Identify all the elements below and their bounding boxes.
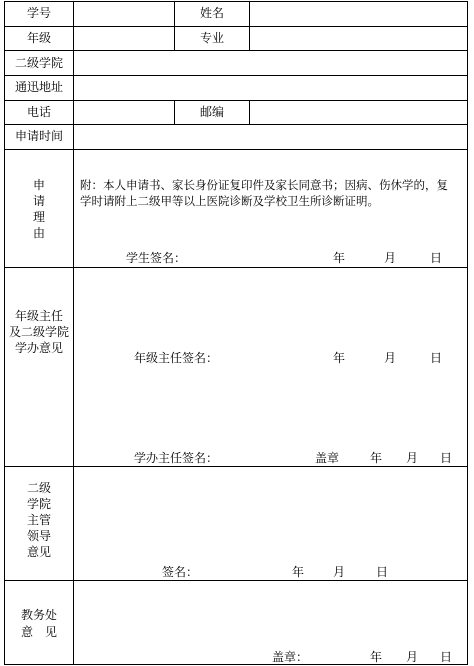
apply-time-label: 申请时间 — [14, 129, 63, 143]
grade-director-sign-label: 年级主任签名： — [134, 351, 219, 365]
leader-label-3: 主管 — [26, 513, 51, 527]
name-label: 姓名 — [199, 6, 224, 20]
reason-day: 日 — [430, 251, 443, 265]
academic-affairs-year: 年 — [370, 650, 383, 664]
address-label: 通迅地址 — [14, 80, 63, 94]
phone-label: 电话 — [26, 105, 51, 119]
label-column-divider — [73, 1, 74, 665]
college-label: 二级学院 — [14, 56, 63, 70]
leader-month: 月 — [333, 565, 346, 579]
office-year: 年 — [370, 451, 383, 465]
academic-affairs-day: 日 — [440, 650, 453, 664]
leader-day: 日 — [376, 565, 389, 579]
academic-affairs-label-2: 意 见 — [20, 625, 57, 639]
leader-sign-label: 签名： — [162, 565, 199, 579]
grade-label: 年级 — [26, 31, 51, 45]
office-director-sign-label: 学办主任签名： — [134, 451, 219, 465]
leader-label-1: 二级 — [26, 481, 51, 495]
mid-column-divider — [249, 100, 250, 124]
reason-label-2: 请 — [32, 194, 45, 208]
reason-label-4: 由 — [32, 226, 45, 240]
attachment-note-line1: 附：本人申请书、家长身份证复印件及家长同意书；因病、伤休学的，复 — [80, 178, 448, 192]
postcode-label: 邮编 — [199, 105, 224, 119]
grade-opinion-label-1: 年级主任 — [14, 309, 63, 323]
form-right-border — [467, 1, 468, 665]
office-day: 日 — [440, 451, 453, 465]
academic-affairs-seal-label: 盖章： — [272, 650, 309, 664]
reason-year: 年 — [333, 251, 346, 265]
reason-label-3: 理 — [32, 210, 45, 224]
student-id-label: 学号 — [26, 6, 51, 20]
leader-year: 年 — [292, 565, 305, 579]
grade-opinion-label-2: 及二级学院 — [8, 325, 69, 339]
student-sign-label: 学生签名： — [126, 251, 187, 265]
leader-label-2: 学院 — [26, 497, 51, 511]
reason-month: 月 — [384, 251, 397, 265]
attachment-note-line2: 学时请附上二级甲等以上医院诊断及学校卫生所诊断证明。 — [80, 194, 379, 208]
office-seal-label: 盖章 — [315, 451, 340, 465]
academic-affairs-label-1: 教务处 — [20, 608, 57, 622]
grade-opinion-day: 日 — [430, 351, 443, 365]
academic-affairs-month: 月 — [406, 650, 419, 664]
mid-column-divider — [249, 1, 250, 50]
office-month: 月 — [406, 451, 419, 465]
grade-opinion-month: 月 — [384, 351, 397, 365]
grade-opinion-label-3: 学办意见 — [14, 341, 63, 355]
grade-opinion-year: 年 — [333, 351, 346, 365]
reason-label-1: 申 — [32, 178, 45, 192]
leader-label-4: 领导 — [26, 529, 51, 543]
major-label: 专业 — [199, 31, 224, 45]
leader-label-5: 意见 — [26, 545, 51, 559]
